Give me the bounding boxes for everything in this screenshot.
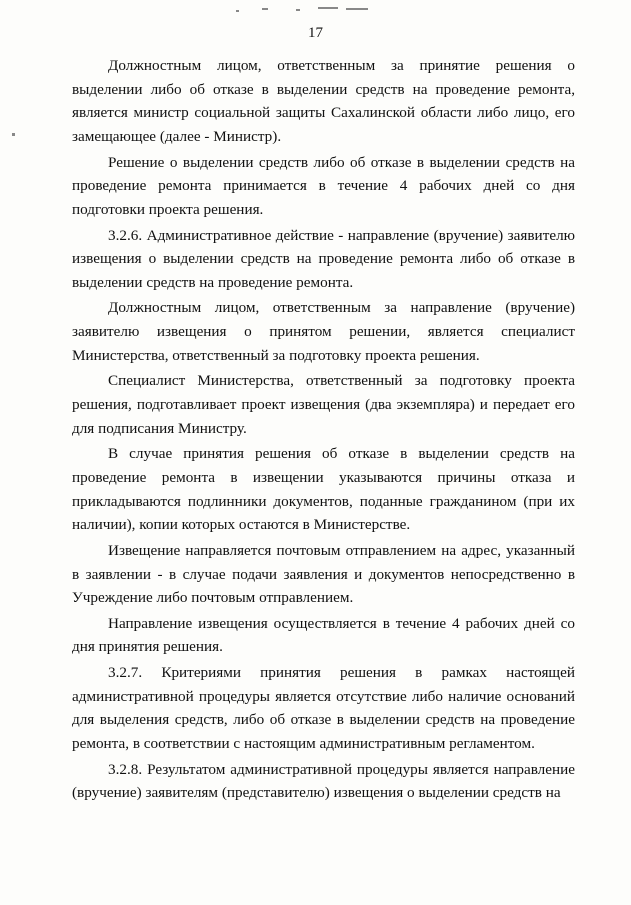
paragraph: Специалист Министерства, ответственный за подготовку проекта решения, подготавливает проект извещения (два экземпляра) и передает его для подписания Министру.: [72, 372, 575, 437]
paragraph: В случае принятия решения об отказе в выделении средств на проведение ремонта в извещении указываются причины отказа и прикладываются подлинники документов, поданные гражданином (при их наличии), копии которых остаются в Министерстве.: [72, 445, 575, 534]
paragraph: Должностным лицом, ответственным за принятие решения о выделении либо об отказе в выделении средств на проведение ремонта, является министр социальной защиты Сахалинской области либо лицо, его замещающее (далее - Министр).: [72, 57, 575, 146]
scan-speck: [12, 133, 15, 136]
paragraph: 3.2.8. Результатом административной процедуры является направление (вручение) заявителям (представителю) извещения о выделении средств на: [72, 760, 575, 802]
scan-speck: [296, 9, 300, 11]
paragraph: 3.2.6. Административное действие - направление (вручение) заявителю извещения о выделении средств на проведение ремонта либо об отказе в выделении средств на проведение ремонта.: [72, 226, 575, 291]
scan-speck: [236, 10, 239, 12]
paragraph: Должностным лицом, ответственным за направление (вручение) заявителю извещения о принятом решении, является специалист Министерства, ответственный за подготовку проекта решения.: [72, 299, 575, 364]
paragraph: 3.2.7. Критериями принятия решения в рамках настоящей административной процедуры является отсутствие либо наличие оснований для выделения средств, либо об отказе в выделении средств на проведение ремонта, в соответствии с настоящим административным регламентом.: [72, 663, 575, 753]
scan-speck: [318, 7, 338, 9]
scan-speck: [346, 8, 368, 10]
page-number: 17: [308, 25, 323, 41]
paragraph: Решение о выделении средств либо об отказе в выделении средств на проведение ремонта принимается в течение 4 рабочих дней со дня подготовки проекта решения.: [72, 153, 575, 219]
paragraph: Извещение направляется почтовым отправлением на адрес, указанный в заявлении - в случае подачи заявления и документов непосредственно в Учреждение либо почтовым отправлением.: [72, 541, 575, 607]
paragraph: Направление извещения осуществляется в течение 4 рабочих дней со дня принятия решения.: [72, 614, 575, 656]
document-body: [72, 54, 575, 807]
scan-speck: [262, 8, 268, 10]
